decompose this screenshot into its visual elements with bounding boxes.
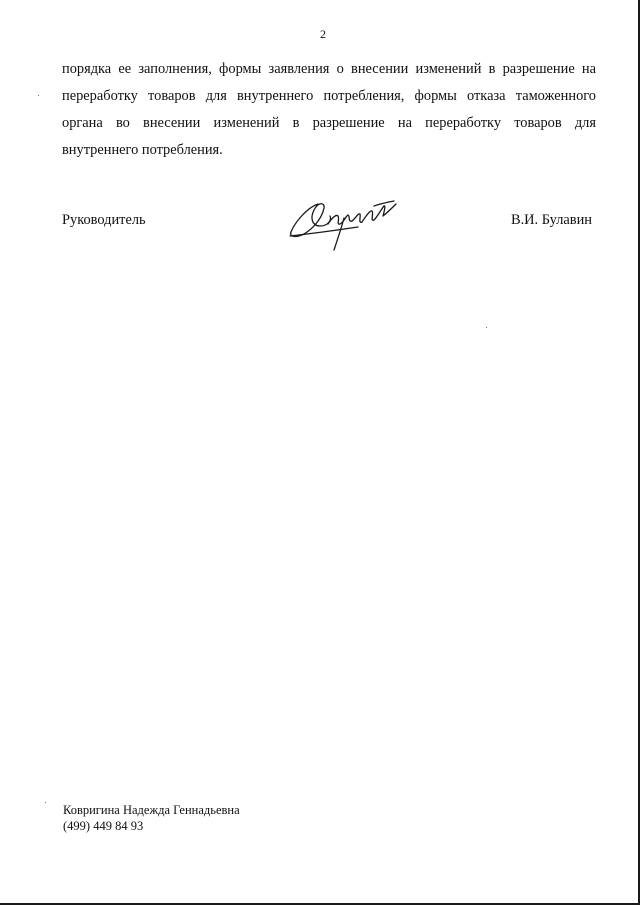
scan-speck (486, 327, 487, 328)
body-line: порядка ее заполнения, формы заявления о внесении изменений в разрешение на (62, 61, 596, 77)
body-line: внутреннего потребления. (62, 142, 223, 158)
executor-phone: (499) 449 84 93 (63, 819, 144, 833)
signatory-role: Руководитель (62, 212, 146, 228)
page-number: 2 (320, 27, 326, 41)
scan-speck (45, 802, 46, 803)
scan-speck (38, 95, 39, 96)
handwritten-signature (288, 196, 400, 258)
body-paragraph (62, 56, 596, 164)
executor-name: Ковригина Надежда Геннадьевна (63, 803, 240, 817)
signatory-name: В.И. Булавин (510, 212, 592, 228)
body-line: органа во внесении изменений в разрешение на переработку товаров для (62, 115, 596, 131)
body-line: переработку товаров для внутреннего потребления, формы отказа таможенного (62, 88, 596, 104)
executor-block (63, 802, 240, 834)
